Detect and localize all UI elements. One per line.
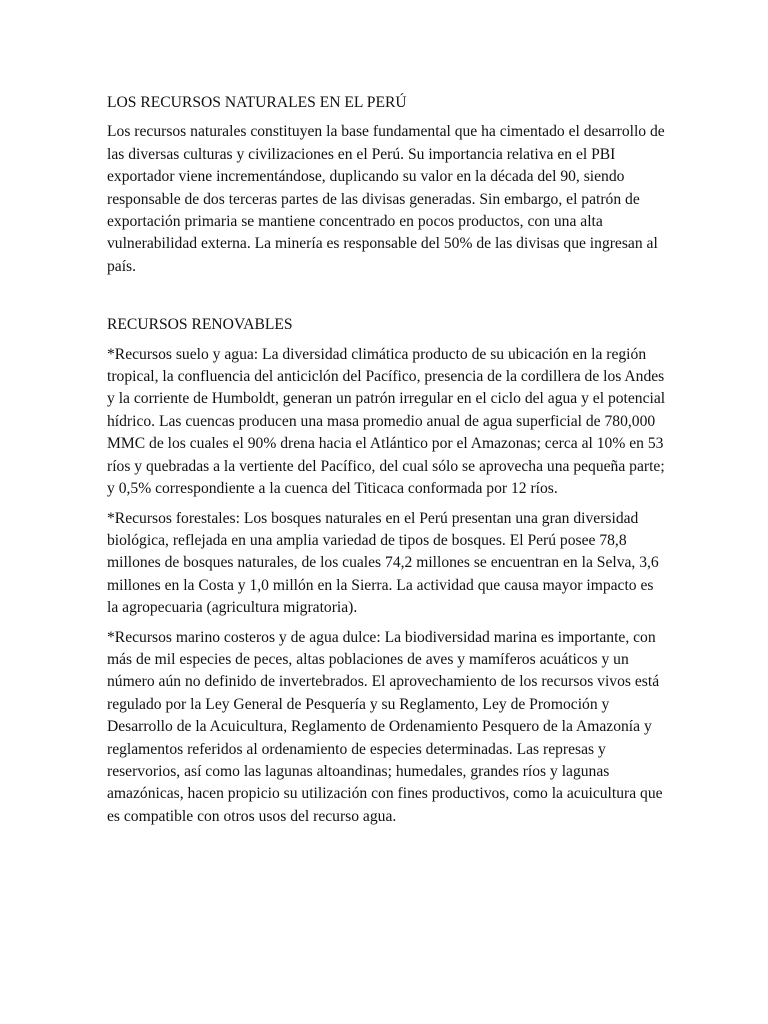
paragraph-marine: *Recursos marino costeros y de agua dulce: La biodiversidad marina es importante, con más de mil especies de peces, altas poblaciones de aves y mamíferos acuáticos y un número aún no definido de invertebrados. El aprovechamiento de los recursos vivos está regulado por la Ley General de Pesquería y su Reglamento, Ley de Promoción y Desarrollo de la Acuicultura, Reglamento de Ordenamiento Pesquero de la Amazonía y reglamentos referidos al ordenamiento de especies determinadas. Las represas y reservorios, así como las lagunas altoandinas; humedales, grandes ríos y lagunas amazónicas, hacen propicio su utilización con fines productivos, como la acuicultura que es compatible con otros usos del recurso agua. [107, 628, 663, 825]
paragraph-soil-water: *Recursos suelo y agua: La diversidad climática producto de su ubicación en la región tropical, la confluencia del anticiclón del Pacífico, presencia de la cordillera de los Andes y la corriente de Humboldt, generan un patrón irregular en el ciclo del agua y el potencial hídrico. Las cuencas producen una masa promedio anual de agua superficial de 780,000 MMC de los cuales el 90% drena hacia el Atlántico por el Amazonas; cerca al 10% en 53 ríos y quebradas a la vertiente del Pacífico, del cual sólo se aprovecha una pequeña parte; y 0,5% correspondiente a la cuenca del Titicaca conformada por 12 ríos. [107, 345, 666, 498]
section-title-renewables: RECURSOS RENOVABLES [107, 316, 293, 334]
paragraph-forests: *Recursos forestales: Los bosques naturales en el Perú presentan una gran diversidad biológica, reflejada en una amplia variedad de tipos de bosques. El Perú posee 78,8 millones de bosques naturales, de los cuales 74,2 millones se encuentran en la Selva, 3,6 millones en la Costa y 1,0 millón en la Sierra. La actividad que causa mayor impacto es la agropecuaria (agricultura migratoria). [107, 509, 659, 617]
document-body [107, 92, 667, 828]
intro-paragraph: Los recursos naturales constituyen la base fundamental que ha cimentado el desarrollo de las diversas culturas y civilizaciones en el Perú. Su importancia relativa en el PBI exportador viene incrementándose, duplicando su valor en la década del 90, siendo responsable de dos terceras partes de las divisas generadas. Sin embargo, el patrón de exportación primaria se mantiene concentrado en pocos productos, con una alta vulnerabilidad externa. La minería es responsable del 50% de las divisas que ingresan al país. [107, 123, 665, 275]
document-title: LOS RECURSOS NATURALES EN EL PERÚ [107, 94, 407, 111]
